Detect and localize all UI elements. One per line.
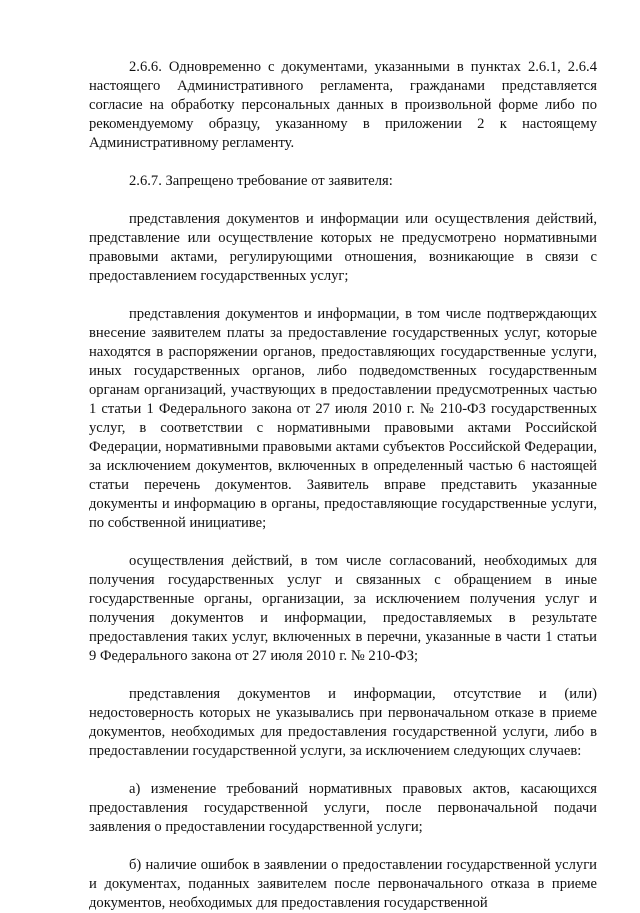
paragraph-2-6-7: 2.6.7. Запрещено требование от заявителя: (129, 173, 393, 189)
paragraph-approvals: осуществления действий, в том числе согласований, необходимых для получения государственных услуг и связанных с обращением в иные государственные органы, организации, за исключением получения услуг и получения документов и информации, предоставляемых в результате предоставления таких услуг, включенных в перечни, указанные в части 1 статьи 9 Федерального закона от 27 июля 2010 г. № 210-ФЗ; (89, 553, 597, 664)
paragraph-case-b: б) наличие ошибок в заявлении о предоставлении государственной услуги и документах, поданных заявителем после первоначального отказа в приеме документов, необходимых для предоставления государственной (89, 857, 597, 911)
paragraph-unstated-deficiencies: представления документов и информации, отсутствие и (или) недостоверность которых не указывались при первоначальном отказе в приеме документов, необходимых для предоставления государственной услуги, либо в предоставлении государственной услуги, за исключением следующих случаев: (89, 686, 597, 759)
paragraph-documents-held-by-agencies: представления документов и информации, в том числе подтверждающих внесение заявителем платы за предоставление государственных услуг, которые находятся в распоряжении органов, предоставляющих государственные услуги, иных государственных органов, либо подведомственных государственным органам организаций, участвующих в предоставлении предусмотренных частью 1 статьи 1 Федерального закона от 27 июля 2010 г. № 210-ФЗ государственных услуг, в соответствии с нормативными правовыми актами Российской Федерации, нормативными правовыми актами субъектов Российской Федерации, за исключением документов, включенных в определенный частью 6 настоящей статьи перечень документов. Заявитель вправе представить указанные документы и информацию в органы, предоставляющие государственные услуги, по собственной инициативе; (89, 306, 597, 531)
paragraph-2-6-6: 2.6.6. Одновременно с документами, указанными в пунктах 2.6.1, 2.6.4 настоящего Административного регламента, гражданами представляется согласие на обработку персональных данных в произвольной форме либо по рекомендуемому образцу, указанному в приложении 2 к настоящему Административному регламенту. (89, 59, 597, 151)
paragraph-no-legal-basis: представления документов и информации или осуществления действий, представление или осуществление которых не предусмотрено нормативными правовыми актами, регулирующими отношения, возникающие в связи с предоставлением государственных услуг; (89, 211, 597, 284)
paragraph-case-a: а) изменение требований нормативных правовых актов, касающихся предоставления государственной услуги, после первоначальной подачи заявления о предоставлении государственной услуги; (89, 781, 597, 835)
document-body (89, 58, 597, 913)
